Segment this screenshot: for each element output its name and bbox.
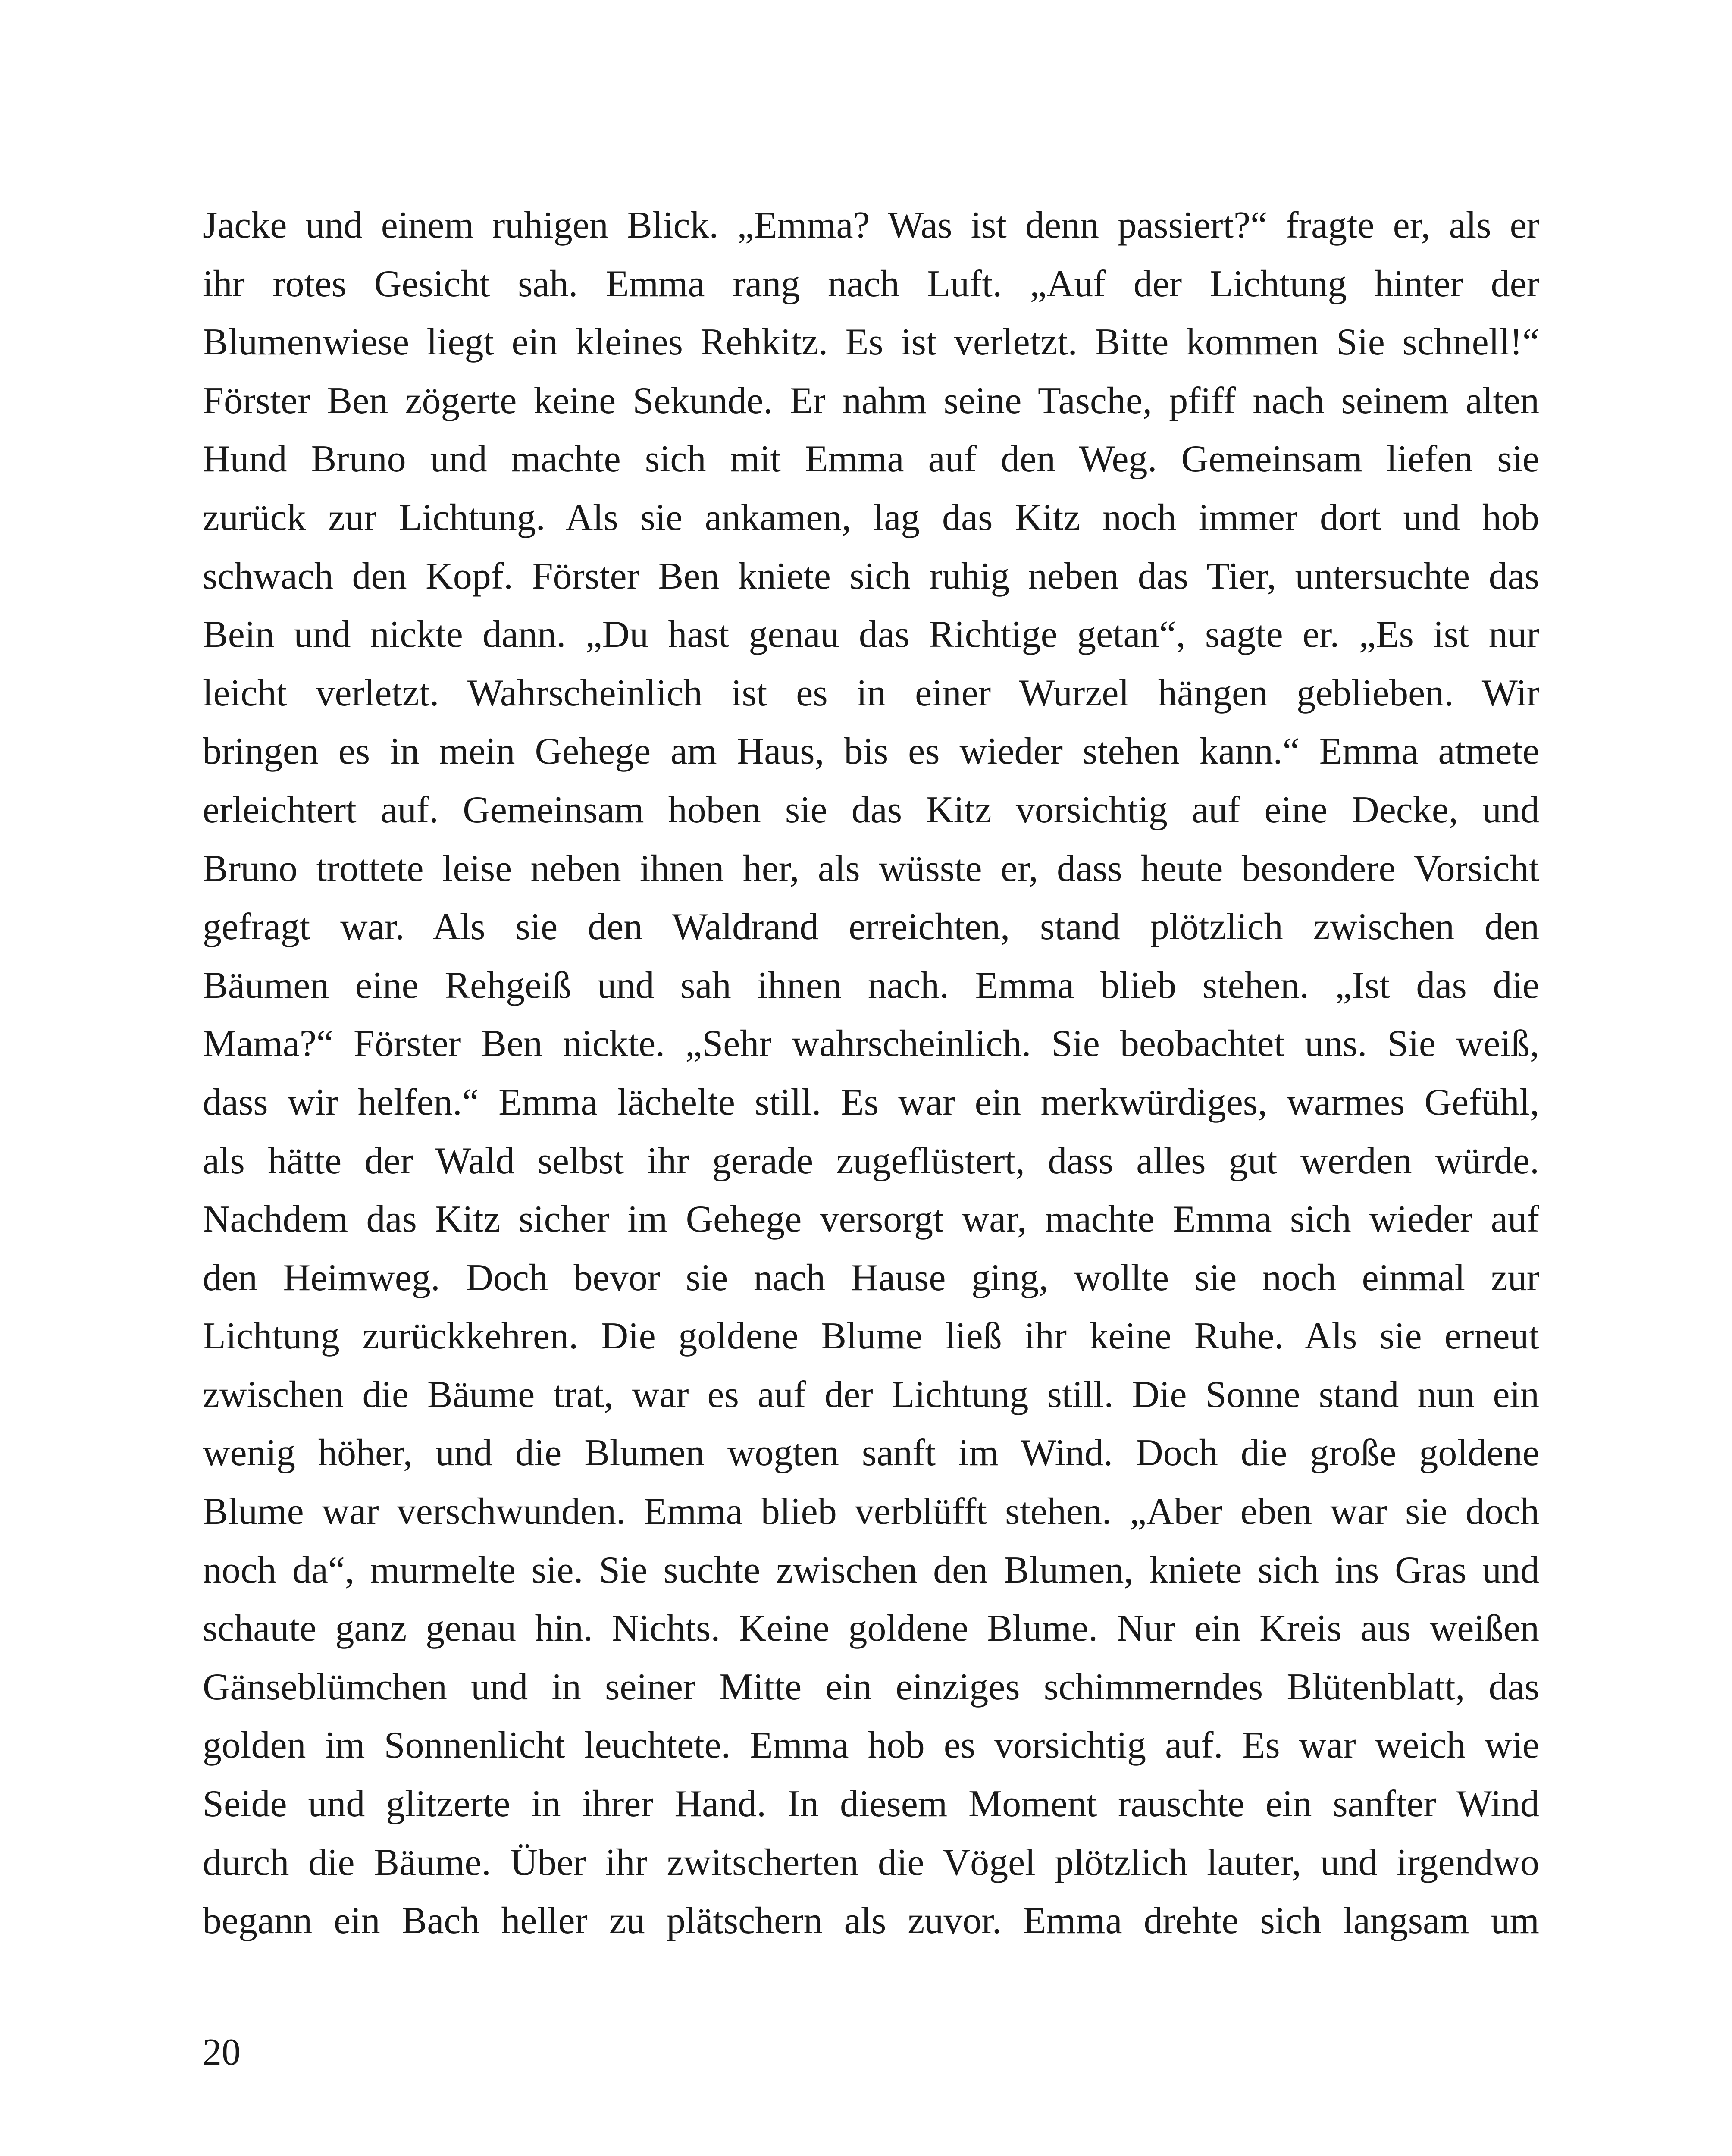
text-line-26: Gänseblümchen und in seiner Mitte ein einziges schimmerndes Blütenblatt, das bbox=[203, 1666, 1539, 1708]
text-line-7: schwach den Kopf. Förster Ben kniete sich ruhig neben das Tier, untersuchte das bbox=[203, 555, 1539, 597]
text-line-25: schaute ganz genau hin. Nichts. Keine goldene Blume. Nur ein Kreis aus weißen bbox=[203, 1608, 1539, 1650]
text-line-13: gefragt war. Als sie den Waldrand erreichten, stand plötzlich zwischen den bbox=[203, 906, 1539, 948]
text-line-20: Lichtung zurückkehren. Die goldene Blume ließ ihr keine Ruhe. Als sie erneut bbox=[203, 1315, 1539, 1357]
text-line-3: Blumenwiese liegt ein kleines Rehkitz. Es ist verletzt. Bitte kommen Sie schnell!“ bbox=[203, 321, 1539, 364]
text-line-21: zwischen die Bäume trat, war es auf der Lichtung still. Die Sonne stand nun ein bbox=[203, 1373, 1539, 1416]
text-line-16: dass wir helfen.“ Emma lächelte still. Es war ein merkwürdiges, warmes Gefühl, bbox=[203, 1081, 1539, 1123]
text-line-8: Bein und nickte dann. „Du hast genau das Richtige getan“, sagte er. „Es ist nur bbox=[203, 614, 1539, 656]
page-number: 20 bbox=[203, 2031, 241, 2073]
text-line-23: Blume war verschwunden. Emma blieb verblüfft stehen. „Aber eben war sie doch bbox=[203, 1491, 1539, 1533]
text-line-2: ihr rotes Gesicht sah. Emma rang nach Luft. „Auf der Lichtung hinter der bbox=[203, 263, 1539, 305]
text-line-6: zurück zur Lichtung. Als sie ankamen, lag das Kitz noch immer dort und hob bbox=[203, 496, 1539, 539]
text-line-17: als hätte der Wald selbst ihr gerade zugeflüstert, dass alles gut werden würde. bbox=[203, 1140, 1539, 1182]
text-line-1: Jacke und einem ruhigen Blick. „Emma? Was ist denn passiert?“ fragte er, als er bbox=[203, 204, 1539, 246]
text-line-30: begann ein Bach heller zu plätschern als zuvor. Emma drehte sich langsam um bbox=[203, 1900, 1539, 1942]
text-line-22: wenig höher, und die Blumen wogten sanft im Wind. Doch die große goldene bbox=[203, 1432, 1539, 1474]
text-line-24: noch da“, murmelte sie. Sie suchte zwischen den Blumen, kniete sich ins Gras und bbox=[203, 1549, 1539, 1591]
text-line-18: Nachdem das Kitz sicher im Gehege versorgt war, machte Emma sich wieder auf bbox=[203, 1198, 1539, 1241]
text-line-27: golden im Sonnenlicht leuchtete. Emma hob es vorsichtig auf. Es war weich wie bbox=[203, 1724, 1539, 1767]
text-line-5: Hund Bruno und machte sich mit Emma auf den Weg. Gemeinsam liefen sie bbox=[203, 438, 1539, 480]
text-line-29: durch die Bäume. Über ihr zwitscherten die Vögel plötzlich lauter, und irgendwo bbox=[203, 1841, 1539, 1883]
text-line-12: Bruno trottete leise neben ihnen her, als wüsste er, dass heute besondere Vorsicht bbox=[203, 847, 1539, 890]
text-line-11: erleichtert auf. Gemeinsam hoben sie das Kitz vorsichtig auf eine Decke, und bbox=[203, 789, 1539, 831]
text-line-14: Bäumen eine Rehgeiß und sah ihnen nach. Emma blieb stehen. „Ist das die bbox=[203, 964, 1539, 1006]
text-line-4: Förster Ben zögerte keine Sekunde. Er nahm seine Tasche, pfiff nach seinem alten bbox=[203, 379, 1539, 422]
body-text bbox=[203, 196, 1539, 1950]
text-line-19: den Heimweg. Doch bevor sie nach Hause ging, wollte sie noch einmal zur bbox=[203, 1257, 1539, 1299]
text-line-10: bringen es in mein Gehege am Haus, bis es wieder stehen kann.“ Emma atmete bbox=[203, 730, 1539, 773]
text-line-15: Mama?“ Förster Ben nickte. „Sehr wahrscheinlich. Sie beobachtet uns. Sie weiß, bbox=[203, 1023, 1539, 1065]
text-line-9: leicht verletzt. Wahrscheinlich ist es in einer Wurzel hängen geblieben. Wir bbox=[203, 672, 1539, 714]
text-line-28: Seide und glitzerte in ihrer Hand. In diesem Moment rauschte ein sanfter Wind bbox=[203, 1783, 1539, 1825]
